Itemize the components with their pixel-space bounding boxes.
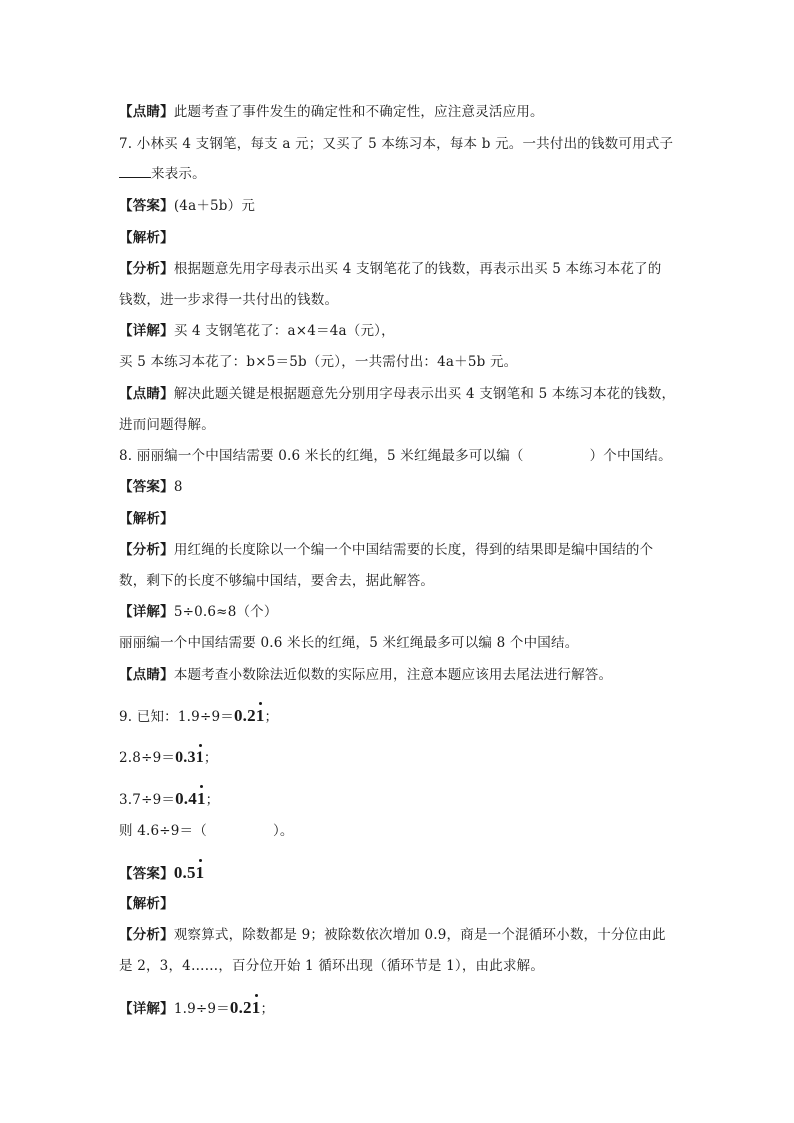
repeat-digit: 1 <box>255 706 265 725</box>
question-8-answer <box>119 477 679 497</box>
repeat-digit: 1 <box>195 863 205 882</box>
repeating-decimal <box>174 863 205 883</box>
question-9-analysis-heading <box>119 894 679 914</box>
fenxi-tag: 【分析】 <box>119 261 174 277</box>
repeating-decimal <box>230 998 261 1018</box>
repeating-decimal <box>234 706 265 726</box>
question-9-stem-text: 9. 已知：1.9÷9＝ <box>119 709 234 725</box>
analysis-tag: 【解析】 <box>119 896 174 912</box>
answer-tag: 【答案】 <box>119 866 174 882</box>
xiangjie-text-cont: 丽丽编一个中国结需要 0.6 米长的红绳，5 米红绳最多可以编 8 个中国结。 <box>119 635 579 651</box>
question-8-analysis-heading <box>119 509 679 529</box>
repeat-digit: 1 <box>196 789 206 808</box>
fenxi-text-cont: 数，剩下的长度不够编中国结，要舍去，据此解答。 <box>119 573 435 589</box>
question-7-analysis-heading <box>119 228 679 248</box>
xiangjie-text-cont: 买 5 本练习本花了：b×5＝5b（元），一共需付出：4a＋5b 元。 <box>119 354 518 370</box>
question-9-fenxi <box>119 925 679 945</box>
analysis-tag: 【解析】 <box>119 511 174 527</box>
question-7-stem-cont <box>119 164 679 184</box>
question-9-line-4 <box>119 821 679 841</box>
semicolon: ； <box>264 709 279 725</box>
answer-tag: 【答案】 <box>119 479 174 495</box>
question-7-stem <box>119 134 679 154</box>
question-7-xiangjie <box>119 321 679 341</box>
xiangjie-text: 1.9÷9＝ <box>173 1001 230 1017</box>
xiangjie-text: 买 4 支钢笔花了：a×4＝4a（元）， <box>173 323 395 339</box>
question-9-fenxi-cont <box>119 956 679 976</box>
repeating-decimal <box>175 789 206 809</box>
fenxi-text-cont: 钱数，进一步求得一共付出的钱数。 <box>119 292 339 308</box>
question-9-line-2 <box>119 748 679 768</box>
dianjing-text: 解决此题关键是根据题意先分别用字母表示出买 4 支钢笔和 5 本练习本花的钱数， <box>173 386 676 402</box>
repeat-digit: 1 <box>195 749 204 766</box>
question-9-stem <box>119 706 679 727</box>
decimal-part: 0.2 <box>233 706 256 725</box>
question-8-stem-tail: ）个中国结。 <box>589 448 672 464</box>
question-9-line-3 <box>119 789 679 810</box>
question-8-stem-text: 8. 丽丽编一个中国结需要 0.6 米长的红绳，5 米红绳最多可以编（ <box>119 448 524 464</box>
question-8-fenxi <box>119 540 679 560</box>
question-7-xiangjie-cont <box>119 352 679 372</box>
fenxi-text: 观察算式，除数都是 9；被除数依次增加 0.9，商是一个混循环小数，十分位由此 <box>173 927 666 943</box>
question-7-dianjing-cont <box>119 415 679 435</box>
dianjing-text-cont: 进而问题得解。 <box>119 417 215 433</box>
dianjing-tag: 【点睛】 <box>119 667 174 683</box>
decimal-part: 0.3 <box>175 749 196 766</box>
xiangjie-tag: 【详解】 <box>119 604 174 620</box>
answer-blank <box>119 165 151 178</box>
answer-text: (4a＋5b）元 <box>173 198 256 214</box>
equation-left: 2.8÷9＝ <box>119 750 176 766</box>
fenxi-tag: 【分析】 <box>119 927 174 943</box>
repeating-decimal <box>175 748 204 768</box>
question-7-fenxi <box>119 259 679 279</box>
xiangjie-tag: 【详解】 <box>119 1001 174 1017</box>
fenxi-text-cont: 是 2，3，4……，百分位开始 1 循环出现（循环节是 1），由此求解。 <box>119 958 545 974</box>
tip-tag: 【点睛】 <box>119 104 174 120</box>
xiangjie-text: 5÷0.6≈8（个） <box>173 604 278 620</box>
decimal-part: 0.2 <box>229 998 252 1017</box>
answer-tag: 【答案】 <box>119 198 174 214</box>
question-7-answer <box>119 196 679 216</box>
question-8-xiangjie <box>119 602 679 622</box>
question-8-fenxi-cont <box>119 571 679 591</box>
dianjing-tag: 【点睛】 <box>119 386 174 402</box>
question-7-stem-tail: 来表示。 <box>151 166 206 182</box>
question-8-dianjing <box>119 665 679 685</box>
question-9-ask-tail: ）。 <box>272 823 294 839</box>
question-7-fenxi-cont <box>119 290 679 310</box>
question-8-stem <box>119 446 679 466</box>
question-7-dianjing <box>119 384 679 404</box>
fenxi-tag: 【分析】 <box>119 542 174 558</box>
decimal-part: 0.4 <box>175 789 197 808</box>
xiangjie-tag: 【详解】 <box>119 323 174 339</box>
question-9-ask: 则 4.6÷9＝（ <box>119 823 207 839</box>
repeat-digit: 1 <box>251 998 261 1017</box>
equation-left: 3.7÷9＝ <box>119 792 176 808</box>
semicolon: ； <box>203 750 218 766</box>
tip-text: 此题考查了事件发生的确定性和不确定性，应注意灵活应用。 <box>173 104 544 120</box>
question-9-answer <box>119 863 679 884</box>
tip-line <box>119 102 679 122</box>
question-7-stem-text: 7. 小林买 4 支钢笔，每支 a 元；又买了 5 本练习本，每本 b 元。一共付出的钱数可用式子 <box>119 136 674 152</box>
answer-text: 8 <box>173 479 183 495</box>
fenxi-text: 根据题意先用字母表示出买 4 支钢笔花了的钱数，再表示出买 5 本练习本花了的 <box>173 261 662 277</box>
dianjing-text: 本题考查小数除法近似数的实际应用，注意本题应该用去尾法进行解答。 <box>173 667 613 683</box>
semicolon: ； <box>260 1001 275 1017</box>
analysis-tag: 【解析】 <box>119 230 174 246</box>
fenxi-text: 用红绳的长度除以一个编一个中国结需要的长度，得到的结果即是编中国结的个 <box>173 542 654 558</box>
decimal-part: 0.5 <box>173 863 196 882</box>
question-8-xiangjie-cont <box>119 633 679 653</box>
question-9-xiangjie <box>119 998 679 1019</box>
semicolon: ； <box>205 792 220 808</box>
